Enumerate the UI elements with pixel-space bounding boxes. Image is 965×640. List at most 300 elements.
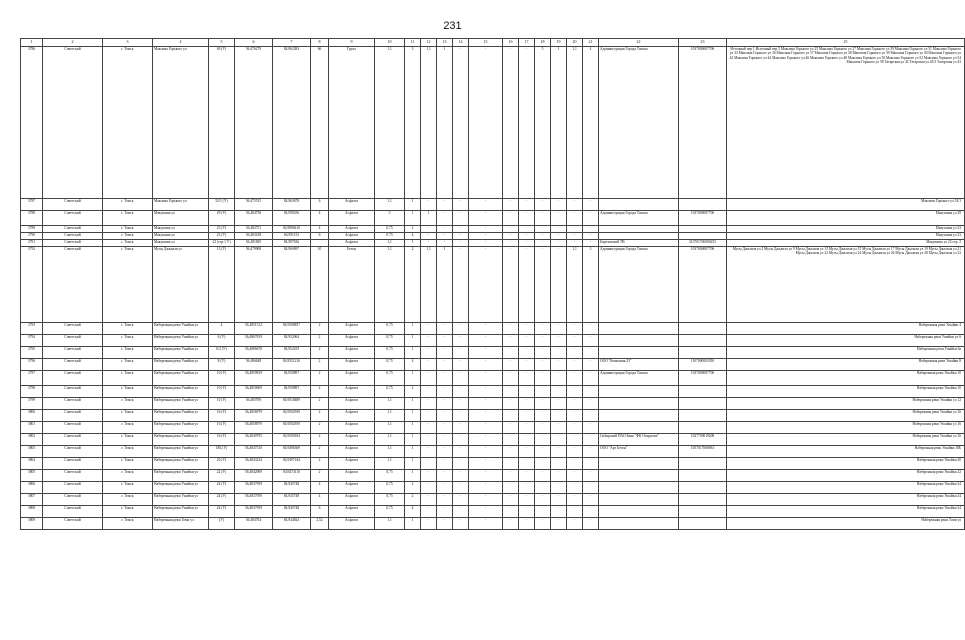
table-cell: 0,75 (375, 482, 405, 494)
table-cell: 24 (У) (209, 482, 235, 494)
table-cell: 56,4886670 (235, 347, 273, 359)
table-cell: Советский (43, 233, 103, 240)
table-cell: - (519, 506, 535, 518)
table-cell (599, 458, 679, 470)
table-cell: Асфальт (329, 518, 375, 530)
table-cell: 84,952064 (273, 335, 311, 347)
table-cell: г. Томск (103, 359, 153, 371)
table-cell: - (551, 371, 567, 386)
table-row (21, 199, 965, 211)
table-cell: Набережная реки Ушайки ул (153, 371, 209, 386)
table-cell: - (453, 458, 469, 470)
table-cell: - (519, 240, 535, 247)
table-cell: - (535, 211, 551, 226)
table-cell: - (551, 226, 567, 233)
table-cell: 3 (405, 47, 421, 199)
column-header: 14 (453, 39, 469, 47)
table-cell: 2 (311, 386, 329, 398)
table-cell: - (519, 347, 535, 359)
table-cell: 2 (311, 371, 329, 386)
table-cell: - (437, 226, 453, 233)
table-cell: 3799 (21, 398, 43, 410)
table-cell: г. Томск (103, 371, 153, 386)
table-cell: 1,1 (375, 458, 405, 470)
table-cell: 313701706900253 (679, 240, 727, 247)
table-cell: г. Томск (103, 47, 153, 199)
column-header: 19 (551, 39, 567, 47)
table-cell: Советский (43, 410, 103, 422)
table-cell: Набережная реки Ушайки 8 (727, 359, 965, 371)
table-cell: - (535, 398, 551, 410)
column-header: 2 (43, 39, 103, 47)
table-cell: Советский (43, 518, 103, 530)
table-cell: - (421, 410, 437, 422)
table-cell: - (551, 446, 567, 458)
table-cell: Набережная реки Ушайки ул 6 (727, 335, 965, 347)
table-cell: Максима Горького ул 52/1 (727, 199, 965, 211)
table-cell: 84,9496369 (273, 446, 311, 458)
table-cell (679, 386, 727, 398)
table-cell: - (437, 410, 453, 422)
table-cell: Сибирский ПАО Банк "ФК Открытие" (599, 434, 679, 446)
table-cell: - (469, 247, 503, 323)
table-cell: - (421, 347, 437, 359)
table-cell: - (519, 482, 535, 494)
table-cell: Асфальт (329, 347, 375, 359)
table-cell: - (583, 233, 599, 240)
table-cell: - (453, 226, 469, 233)
table-cell: 16 (У) (209, 434, 235, 446)
table-cell: г. Томск (103, 347, 153, 359)
table-cell: 0,75 (375, 386, 405, 398)
table-cell (311, 240, 329, 247)
table-cell: - (583, 359, 599, 371)
table-cell: Асфальт (329, 199, 375, 211)
table-cell: 2 (311, 422, 329, 434)
table-cell: - (583, 518, 599, 530)
table-cell: г. Томск (103, 518, 153, 530)
table-cell: 1037000087706 (679, 47, 727, 199)
table-cell: 1 (405, 434, 421, 446)
table-cell: 69 (У) (209, 47, 235, 199)
table-cell: - (519, 359, 535, 371)
table-cell: - (503, 247, 519, 323)
table-cell (679, 226, 727, 233)
table-cell (679, 398, 727, 410)
column-header: 21 (583, 39, 599, 47)
table-cell: 0,75 (375, 359, 405, 371)
table-cell: Макушина ул 23 (727, 233, 965, 240)
table-cell: 4 (311, 226, 329, 233)
table-cell: - (503, 211, 519, 226)
table-cell: Советский (43, 335, 103, 347)
column-header: 7 (273, 39, 311, 47)
table-cell: г. Томск (103, 240, 153, 247)
table-cell: - (469, 458, 503, 470)
table-cell: Набережная реки Ушайки ул (153, 506, 209, 518)
table-cell: 10 (311, 247, 329, 323)
table-cell: 2 (311, 446, 329, 458)
table-cell: - (469, 226, 503, 233)
table-cell: - (535, 518, 551, 530)
table-cell: Асфальт (329, 470, 375, 482)
table-cell: Набережная реки Ушайки 24 (727, 482, 965, 494)
table-cell: Асфальт (329, 482, 375, 494)
table-cell (599, 422, 679, 434)
table-cell: - (469, 347, 503, 359)
table-cell: - (551, 458, 567, 470)
table-cell: 84,944824 (273, 518, 311, 530)
table-cell: - (503, 506, 519, 518)
table-cell: 3794 (21, 335, 43, 347)
table-row (21, 410, 965, 422)
table-cell: 1 (405, 323, 421, 335)
table-cell: - (503, 518, 519, 530)
table-cell: - (519, 335, 535, 347)
table-cell: Набережная реки Ушайки ул (153, 386, 209, 398)
table-cell: 0,75 (375, 226, 405, 233)
table-cell: 24 (У) (209, 494, 235, 506)
table-cell: 2 (405, 482, 421, 494)
table-cell (679, 494, 727, 506)
table-cell: Асфальт (329, 410, 375, 422)
table-cell (599, 226, 679, 233)
table-cell: - (535, 422, 551, 434)
table-cell: - (421, 494, 437, 506)
table-cell: - (551, 434, 567, 446)
table-cell: - (567, 458, 583, 470)
table-cell: 0,75 (375, 506, 405, 518)
table-cell: - (437, 446, 453, 458)
column-header: 9 (329, 39, 375, 47)
table-cell: - (551, 323, 567, 335)
table-cell: 56,483418 (235, 233, 273, 240)
table-cell: - (583, 199, 599, 211)
table-cell: 1,1 (567, 47, 583, 199)
table-cell: 4 (311, 482, 329, 494)
table-cell: 56,475515 (235, 199, 273, 211)
table-cell: - (421, 446, 437, 458)
table-cell: 56,4858979 (235, 422, 273, 434)
table-cell: - (453, 386, 469, 398)
table-cell: 56,476279 (235, 47, 273, 199)
table-cell: Набережная реки Ушайки ул (153, 359, 209, 371)
table-cell: 84,9497244 (273, 458, 311, 470)
table-cell: - (503, 470, 519, 482)
table-cell: - (535, 386, 551, 398)
table-cell: 1,1 (421, 247, 437, 323)
table-cell: 84,963678 (273, 199, 311, 211)
table-cell: - (453, 518, 469, 530)
table-cell: 56,4851512 (235, 323, 273, 335)
table-cell: 1 (437, 47, 453, 199)
table-cell: 23 (стр.1 У) (209, 240, 235, 247)
column-header: 5 (209, 39, 235, 47)
table-cell: г. Томск (103, 482, 153, 494)
table-cell: 84,960697 (273, 247, 311, 323)
table-cell: - (469, 398, 503, 410)
table-cell: 0,75 (375, 347, 405, 359)
table-cell: - (551, 199, 567, 211)
table-cell: Советский (43, 199, 103, 211)
table-cell: Мусы Джалиля ул 2 Мусы Джалиля ул 9 Мусы Джалиля ул 13 Мусы Джалиля ул 15 Мусы Джалиля ул 17 Мусы Джалиля ул 19 Мусы Джалиля ул 21 Мусы Джалиля ул 22 Мусы Джалиля ул 24 Мусы Джалиля ул 26 Мусы Джалиля ул 28 Мусы Джалиля ул 32 (727, 247, 965, 323)
table-cell: - (583, 470, 599, 482)
page-number: 231 (443, 20, 462, 32)
table-cell: 3791 (21, 240, 43, 247)
table-cell: 56,4850609 (235, 386, 273, 398)
table-cell: Набережная реки Томи ул (727, 518, 965, 530)
table-cell: - (551, 233, 567, 240)
table-row (21, 247, 965, 323)
table-cell: - (503, 458, 519, 470)
table-row (21, 211, 965, 226)
table-cell (679, 422, 727, 434)
table-cell: - (453, 446, 469, 458)
table-cell: Советский (43, 506, 103, 518)
table-cell: Советский (43, 386, 103, 398)
table-cell: - (519, 226, 535, 233)
table-cell: - (421, 482, 437, 494)
column-header: 23 (679, 39, 727, 47)
table-cell: Советский (43, 347, 103, 359)
table-cell: - (421, 518, 437, 530)
table-cell: Асфальт (329, 226, 375, 233)
table-cell: - (437, 518, 453, 530)
table-cell: 1,1 (375, 240, 405, 247)
table-cell: Макушина ул (153, 211, 209, 226)
table-cell: Бетон (329, 247, 375, 323)
table-cell: 84,9474110 (273, 470, 311, 482)
table-cell: 3788 (21, 211, 43, 226)
table-cell: - (551, 398, 567, 410)
table-cell: - (437, 482, 453, 494)
column-header: 12 (421, 39, 437, 47)
table-cell: Советский (43, 47, 103, 199)
table-cell: - (469, 386, 503, 398)
table-cell: 23 (У) (209, 233, 235, 240)
table-cell: Администрация Города Томска (599, 211, 679, 226)
table-cell: - (437, 506, 453, 518)
table-cell: 16 (У) (209, 410, 235, 422)
table-cell: Советский (43, 422, 103, 434)
table-cell: 8 (У) (209, 359, 235, 371)
table-cell: 23 (У) (209, 226, 235, 233)
table-cell: Советский (43, 371, 103, 386)
table-cell: 3809 (21, 518, 43, 530)
table-cell: 16 (У) (209, 422, 235, 434)
table-cell: 1,1 (375, 247, 405, 323)
table-cell: - (551, 247, 567, 323)
table-cell: - (469, 233, 503, 240)
table-cell: - (551, 211, 567, 226)
table-row (21, 470, 965, 482)
table-cell: 18Б (У) (209, 446, 235, 458)
table-cell: Набережная реки Ушайки 20 (727, 458, 965, 470)
table-cell (679, 518, 727, 530)
table-cell: - (503, 446, 519, 458)
table-cell: - (519, 233, 535, 240)
table-cell: 3795 (21, 347, 43, 359)
table-cell: - (583, 335, 599, 347)
table-cell: 56,479908 (235, 247, 273, 323)
column-header: 15 (469, 39, 503, 47)
table-cell: 84,9500184 (273, 434, 311, 446)
table-cell (599, 386, 679, 398)
table-cell: 84,945748 (273, 506, 311, 518)
table-cell: 2 (311, 323, 329, 335)
column-header: 18 (535, 39, 551, 47)
table-cell: - (437, 434, 453, 446)
registry-table-wrapper (20, 38, 961, 530)
table-cell: Советский (43, 211, 103, 226)
table-cell: Асфальт (329, 371, 375, 386)
table-cell: 84,9508837 (273, 323, 311, 335)
table-cell: - (437, 470, 453, 482)
column-header: 17 (519, 39, 535, 47)
table-cell: - (583, 386, 599, 398)
table-cell: - (583, 371, 599, 386)
table-row (21, 47, 965, 199)
table-cell: - (535, 240, 551, 247)
table-cell: - (503, 494, 519, 506)
table-cell: - (551, 386, 567, 398)
table-cell: - (583, 240, 599, 247)
table-cell: - (503, 386, 519, 398)
table-cell: Асфальт (329, 506, 375, 518)
table-cell: - (519, 398, 535, 410)
table-cell: - (453, 494, 469, 506)
table-cell: - (437, 347, 453, 359)
table-cell: Макушина ул 29 (727, 211, 965, 226)
table-cell: 3790 (21, 233, 43, 240)
table-cell: Асфальт (329, 233, 375, 240)
table-cell: 2 (405, 226, 421, 233)
table-cell: 6 (У) (209, 335, 235, 347)
table-cell: - (583, 410, 599, 422)
table-cell: Набережная реки Ушайки ул (153, 446, 209, 458)
table-cell: 1 (437, 247, 453, 323)
table-cell: - (421, 371, 437, 386)
table-cell (599, 506, 679, 518)
table-cell: - (519, 494, 535, 506)
table-cell: - (567, 233, 583, 240)
table-cell: - (469, 211, 503, 226)
table-cell: 1 (405, 470, 421, 482)
table-cell: 3786 (21, 47, 43, 199)
table-cell: Администрация Города Томска (599, 371, 679, 386)
table-cell: - (453, 211, 469, 226)
table-row (21, 335, 965, 347)
table-cell: - (551, 335, 567, 347)
table-cell: Набережная реки Ушайки ул (153, 410, 209, 422)
table-cell: Асфальт (329, 458, 375, 470)
table-cell: 1 (421, 211, 437, 226)
table-cell: - (535, 323, 551, 335)
table-row (21, 398, 965, 410)
table-cell: 56,485769 (235, 398, 273, 410)
table-cell: 3805 (21, 470, 43, 482)
table-cell (679, 410, 727, 422)
table-cell: г. Томск (103, 398, 153, 410)
table-cell: - (469, 506, 503, 518)
table-cell: - (469, 323, 503, 335)
table-cell: - (469, 199, 503, 211)
table-cell: 0,75 (375, 233, 405, 240)
table-cell: 2 (311, 347, 329, 359)
table-cell: 2 (311, 335, 329, 347)
table-cell (599, 518, 679, 530)
table-cell: 1 (405, 518, 421, 530)
table-cell: - (551, 422, 567, 434)
table-cell: - (437, 371, 453, 386)
table-cell: - (453, 247, 469, 323)
table-cell: 84,990256 (273, 211, 311, 226)
table-cell: 84,950897 (273, 386, 311, 398)
table-cell: 56,4859819 (235, 371, 273, 386)
table-cell (599, 410, 679, 422)
table-cell: - (469, 422, 503, 434)
table-cell: - (453, 233, 469, 240)
table-cell: 0,75 (375, 371, 405, 386)
table-cell: - (519, 470, 535, 482)
table-cell: - (583, 434, 599, 446)
table-cell: - (453, 371, 469, 386)
table-cell (599, 494, 679, 506)
table-cell: 1 (405, 458, 421, 470)
table-cell: 56,484764 (235, 518, 273, 530)
table-cell: 1037000087706 (679, 371, 727, 386)
table-cell: - (421, 398, 437, 410)
table-cell: Набережная реки Ушайки 10 (727, 371, 965, 386)
table-cell: - (437, 458, 453, 470)
table-cell: Набережная реки Ушайки ул (153, 422, 209, 434)
table-cell (679, 199, 727, 211)
table-cell: 1,1 (567, 247, 583, 323)
table-cell: Асфальт (329, 398, 375, 410)
table-cell: - (437, 398, 453, 410)
registry-table (20, 38, 965, 530)
table-cell: - (437, 422, 453, 434)
table-cell: 1057017006861 (679, 446, 727, 458)
table-cell: 56,4837959 (235, 482, 273, 494)
table-cell: - (519, 247, 535, 323)
table-cell: Администрация Города Томска (599, 247, 679, 323)
table-cell (679, 347, 727, 359)
table-cell: 5 (375, 211, 405, 226)
table-cell: - (453, 359, 469, 371)
table-cell: Грунт (329, 47, 375, 199)
table-cell: Асфальт (329, 359, 375, 371)
table-cell: Набережная реки Ушайки ул 16 (727, 434, 965, 446)
table-cell: - (421, 458, 437, 470)
table-cell: 84,945748 (273, 494, 311, 506)
table-cell: - (437, 211, 453, 226)
table-row (21, 518, 965, 530)
table-cell: 84,9502939 (273, 422, 311, 434)
table-cell: - (519, 386, 535, 398)
table-cell: - (567, 434, 583, 446)
table-cell: 6 (311, 506, 329, 518)
table-cell: 1,1 (375, 47, 405, 199)
table-cell: Набережная реки Томи ул (153, 518, 209, 530)
table-cell: - (503, 199, 519, 211)
table-cell: - (421, 335, 437, 347)
table-cell: - (421, 506, 437, 518)
table-cell: - (453, 335, 469, 347)
table-cell: 84,945748 (273, 482, 311, 494)
table-cell: Асфальт (329, 240, 375, 247)
table-row (21, 240, 965, 247)
